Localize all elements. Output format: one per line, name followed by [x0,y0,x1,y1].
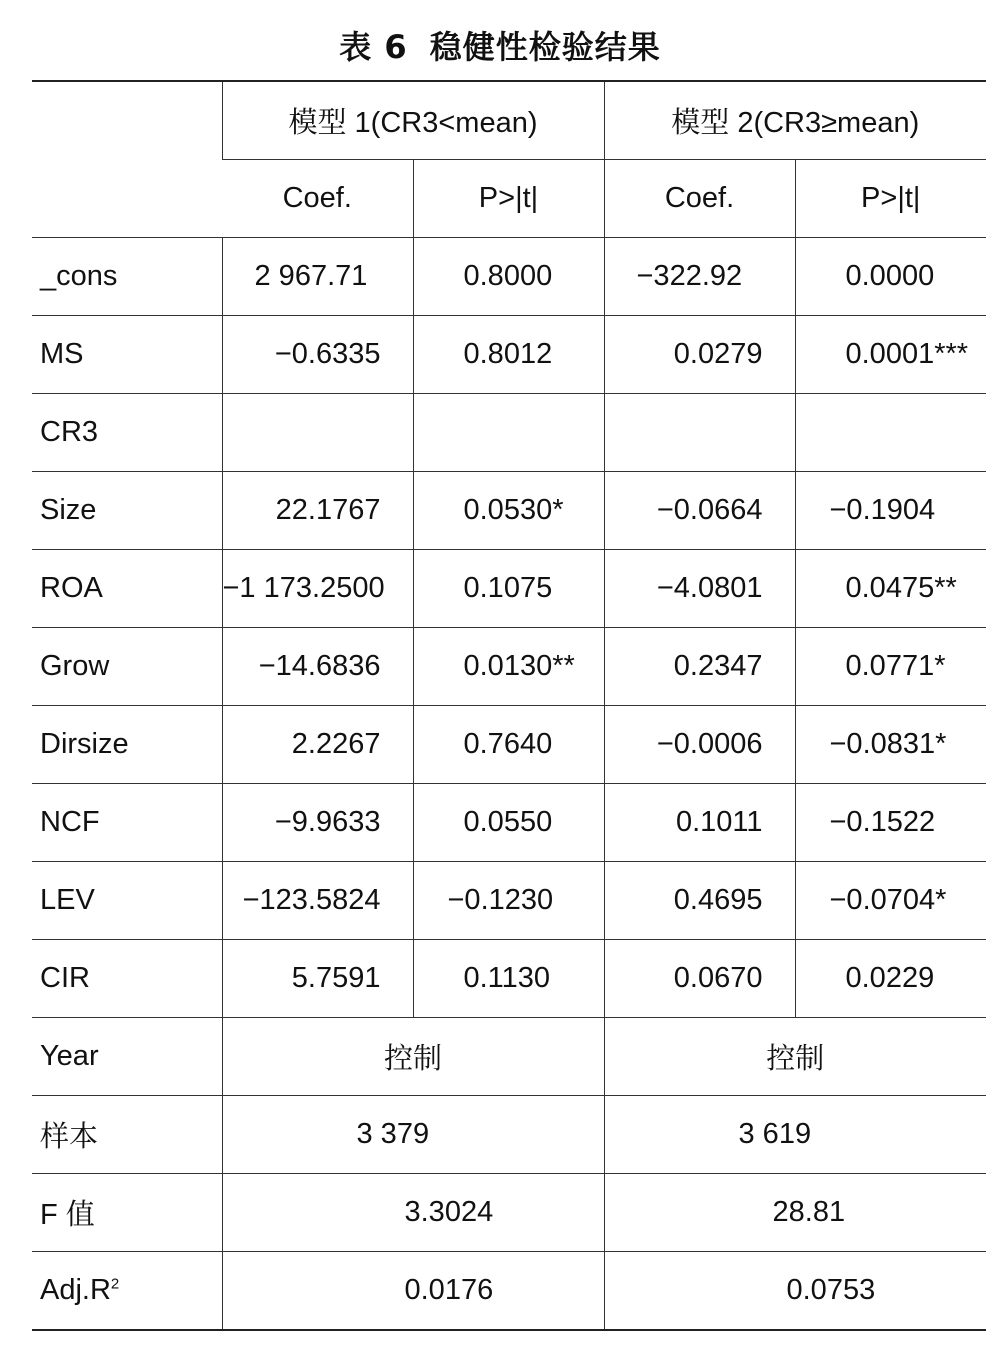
year-row [32,1018,986,1096]
coef-m2: −0.0006 [604,706,795,784]
header-corner [32,81,222,238]
table-row [32,862,986,940]
year-m1: 控制 [222,1018,604,1096]
coef-m1: 2.2267 [222,706,413,784]
r2-label: Adj.R [40,1274,111,1306]
header-model1: 模型 1(CR3<mean) [222,81,604,160]
coef-m2: 0.0279 [604,316,795,394]
header-p-m2: P>|t| [795,160,986,238]
coef-m1: 2 967.71 [222,238,413,316]
row-label: F 值 [32,1174,222,1252]
p-m1: 0.0130** [413,628,604,706]
p-m1: 0.0530* [413,472,604,550]
f-m2: 28.81 [604,1174,986,1252]
header-coef-m2: Coef. [604,160,795,238]
p-m2: −0.1904 [795,472,986,550]
p-m1: 0.8012 [413,316,604,394]
row-label: Grow [32,628,222,706]
row-label: Size [32,472,222,550]
header-model2: 模型 2(CR3≥mean) [604,81,986,160]
table-row [32,472,986,550]
results-table [32,80,986,1331]
coef-m2: 0.4695 [604,862,795,940]
header-coef-m1: Coef. [222,160,413,238]
row-label [32,1252,222,1331]
sample-m1: 3 379 [222,1096,604,1174]
r2-row [32,1252,986,1331]
header-p-m1: P>|t| [413,160,604,238]
row-label: Dirsize [32,706,222,784]
f-row [32,1174,986,1252]
p-m1: 0.0550 [413,784,604,862]
coef-m1 [222,394,413,472]
f-m1: 3.3024 [222,1174,604,1252]
p-m2: 0.0771* [795,628,986,706]
p-m2: −0.0831* [795,706,986,784]
row-label: CR3 [32,394,222,472]
p-m1: 0.1075 [413,550,604,628]
coef-m2: −322.92 [604,238,795,316]
coef-m1: −0.6335 [222,316,413,394]
coef-m1: 5.7591 [222,940,413,1018]
coef-m1: −123.5824 [222,862,413,940]
table-row [32,550,986,628]
coef-m2: 0.2347 [604,628,795,706]
coef-m1: −1 173.2500 [222,550,413,628]
table-row [32,940,986,1018]
p-m1: 0.8000 [413,238,604,316]
table-row [32,628,986,706]
p-m2: 0.0001*** [795,316,986,394]
table-row [32,316,986,394]
row-label: NCF [32,784,222,862]
table-row [32,784,986,862]
p-m2: −0.1522 [795,784,986,862]
coef-m1: −9.9633 [222,784,413,862]
p-m1 [413,394,604,472]
p-m1: 0.7640 [413,706,604,784]
p-m2 [795,394,986,472]
r2-superscript: 2 [110,1275,120,1293]
row-label: MS [32,316,222,394]
p-m1: 0.1130 [413,940,604,1018]
coef-m2: −0.0664 [604,472,795,550]
table-row [32,706,986,784]
row-label: CIR [32,940,222,1018]
p-m2: 0.0229 [795,940,986,1018]
coef-m1: 22.1767 [222,472,413,550]
coef-m2: 0.1011 [604,784,795,862]
table-row [32,394,986,472]
table-number: 表 6 [339,28,408,66]
sample-m2: 3 619 [604,1096,986,1174]
r2-m2: 0.0753 [604,1252,986,1331]
year-m2: 控制 [604,1018,986,1096]
row-label: Year [32,1018,222,1096]
table-caption: 稳健性检验结果 [429,28,661,66]
coef-m2: 0.0670 [604,940,795,1018]
p-m1: −0.1230 [413,862,604,940]
p-m2: 0.0000 [795,238,986,316]
coef-m2 [604,394,795,472]
coef-m2: −4.0801 [604,550,795,628]
row-label: LEV [32,862,222,940]
table-title [0,22,1000,68]
header-row-models [32,81,986,160]
p-m2: −0.0704* [795,862,986,940]
row-label: _cons [32,238,222,316]
sample-row [32,1096,986,1174]
p-m2: 0.0475** [795,550,986,628]
table-row [32,238,986,316]
r2-m1: 0.0176 [222,1252,604,1331]
row-label: 样本 [32,1096,222,1174]
coef-m1: −14.6836 [222,628,413,706]
row-label: ROA [32,550,222,628]
